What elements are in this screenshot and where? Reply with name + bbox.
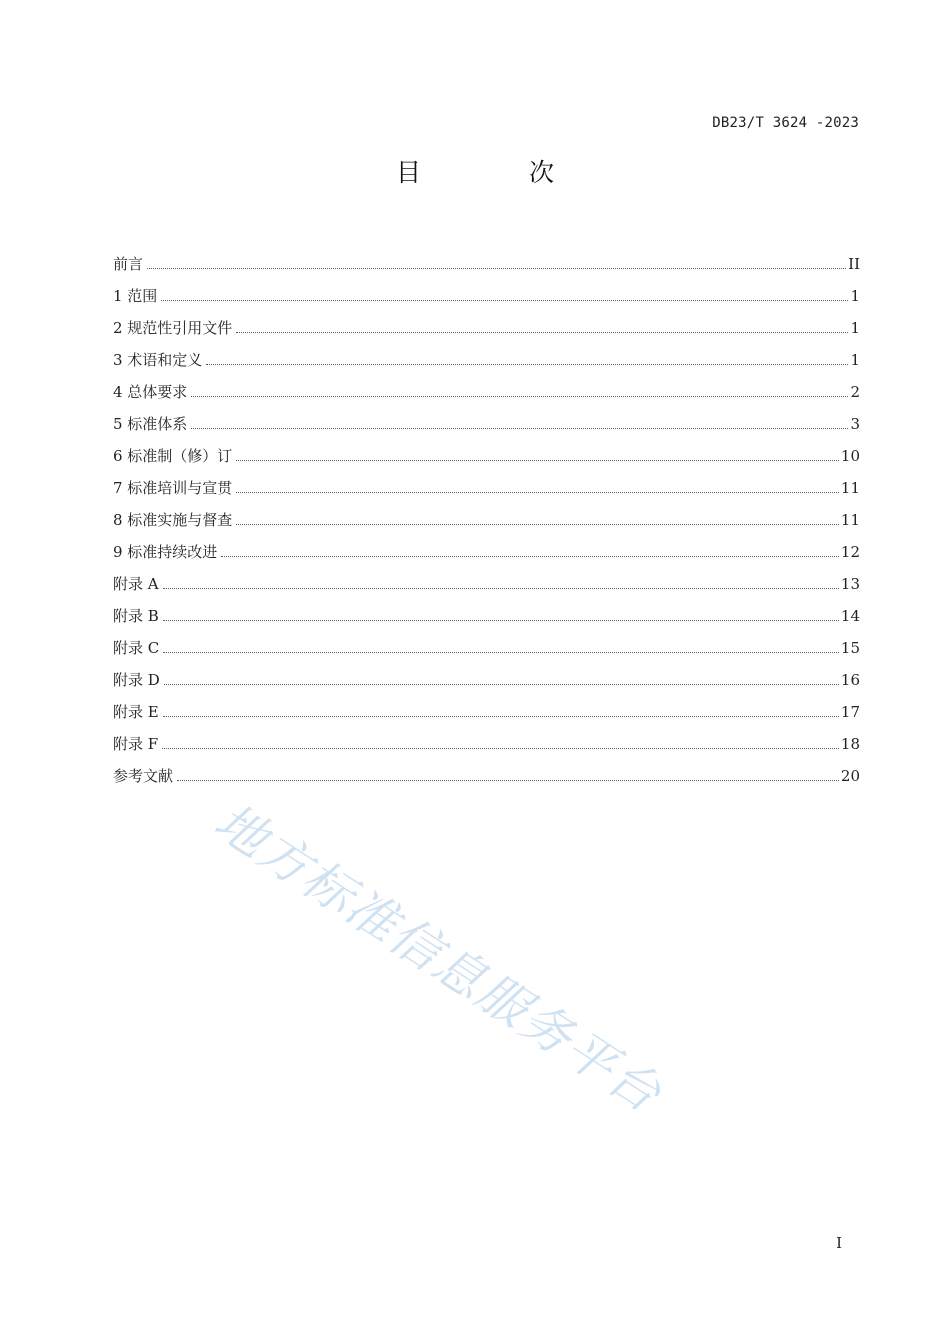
toc-entry-page: 12 xyxy=(840,543,860,561)
toc-leader-dots xyxy=(206,363,848,365)
toc-entry[interactable] xyxy=(113,721,860,753)
toc-entry-label: 9 标准持续改进 xyxy=(113,543,218,561)
toc-leader-dots xyxy=(236,491,839,493)
page-number: I xyxy=(836,1234,842,1252)
toc-entry-page: 1 xyxy=(850,351,860,369)
toc-entry-page: 10 xyxy=(840,447,860,465)
toc-entry[interactable] xyxy=(113,241,860,273)
toc-entry-label: 参考文献 xyxy=(113,767,174,785)
toc-entry-label: 附录 D xyxy=(113,671,160,689)
toc-leader-dots xyxy=(164,683,839,685)
toc-leader-dots xyxy=(162,747,839,749)
toc-entry-page: 15 xyxy=(840,639,860,657)
toc-entry-page: 13 xyxy=(840,575,860,593)
toc-entry-page: 18 xyxy=(840,735,860,753)
toc-entry-label: 附录 A xyxy=(113,575,159,593)
toc-entry-label: 5 标准体系 xyxy=(113,415,188,433)
toc-entry[interactable] xyxy=(113,401,860,433)
toc-entry-page: 11 xyxy=(840,479,860,497)
toc-entry-label: 1 范围 xyxy=(113,287,158,305)
toc-entry[interactable] xyxy=(113,337,860,369)
toc-entry-label: 附录 F xyxy=(113,735,159,753)
toc-entry-label: 8 标准实施与督查 xyxy=(113,511,233,529)
toc-entry-page: 1 xyxy=(850,319,860,337)
toc-entry-page: 16 xyxy=(840,671,860,689)
toc-leader-dots xyxy=(191,395,848,397)
toc-entry[interactable] xyxy=(113,273,860,305)
toc-entry[interactable] xyxy=(113,433,860,465)
toc-leader-dots xyxy=(163,651,839,653)
toc-entry-page: 2 xyxy=(850,383,860,401)
toc-entry[interactable] xyxy=(113,561,860,593)
toc-leader-dots xyxy=(177,779,839,781)
standard-code: DB23/T 3624 -2023 xyxy=(712,115,859,131)
toc-entry-page: 11 xyxy=(840,511,860,529)
toc-entry-page: II xyxy=(848,255,860,273)
toc-leader-dots xyxy=(236,331,848,333)
toc-leader-dots xyxy=(163,587,839,589)
toc-entry[interactable] xyxy=(113,529,860,561)
toc-entry[interactable] xyxy=(113,497,860,529)
toc-leader-dots xyxy=(191,427,848,429)
toc-leader-dots xyxy=(161,299,848,301)
toc-entry[interactable] xyxy=(113,465,860,497)
watermark-text: 地方标准信息服务平台 xyxy=(204,792,673,1125)
toc-leader-dots xyxy=(163,619,839,621)
toc-entry[interactable] xyxy=(113,593,860,625)
toc-entry-page: 1 xyxy=(850,287,860,305)
toc-entry-label: 7 标准培训与宣贯 xyxy=(113,479,233,497)
toc-entry[interactable] xyxy=(113,369,860,401)
toc-entry[interactable] xyxy=(113,305,860,337)
toc-entry-label: 附录 C xyxy=(113,639,160,657)
toc-entry[interactable] xyxy=(113,753,860,785)
toc-entry[interactable] xyxy=(113,657,860,689)
toc-entry-label: 附录 B xyxy=(113,607,159,625)
toc-entry-page: 14 xyxy=(840,607,860,625)
toc-entry-label: 附录 E xyxy=(113,703,159,721)
toc-entry-page: 3 xyxy=(850,415,860,433)
toc-leader-dots xyxy=(147,267,846,269)
toc-leader-dots xyxy=(236,523,839,525)
toc-entry-label: 6 标准制（修）订 xyxy=(113,447,233,465)
toc-entry[interactable] xyxy=(113,689,860,721)
toc-leader-dots xyxy=(221,555,839,557)
toc-entry-page: 17 xyxy=(840,703,860,721)
toc-list xyxy=(113,241,860,785)
toc-leader-dots xyxy=(163,715,839,717)
toc-entry-label: 4 总体要求 xyxy=(113,383,188,401)
toc-entry-label: 前言 xyxy=(113,255,144,273)
toc-leader-dots xyxy=(236,459,839,461)
toc-entry[interactable] xyxy=(113,625,860,657)
toc-entry-page: 20 xyxy=(840,767,860,785)
toc-entry-label: 3 术语和定义 xyxy=(113,351,203,369)
toc-entry-label: 2 规范性引用文件 xyxy=(113,319,233,337)
toc-title: 目 次 xyxy=(396,158,604,187)
